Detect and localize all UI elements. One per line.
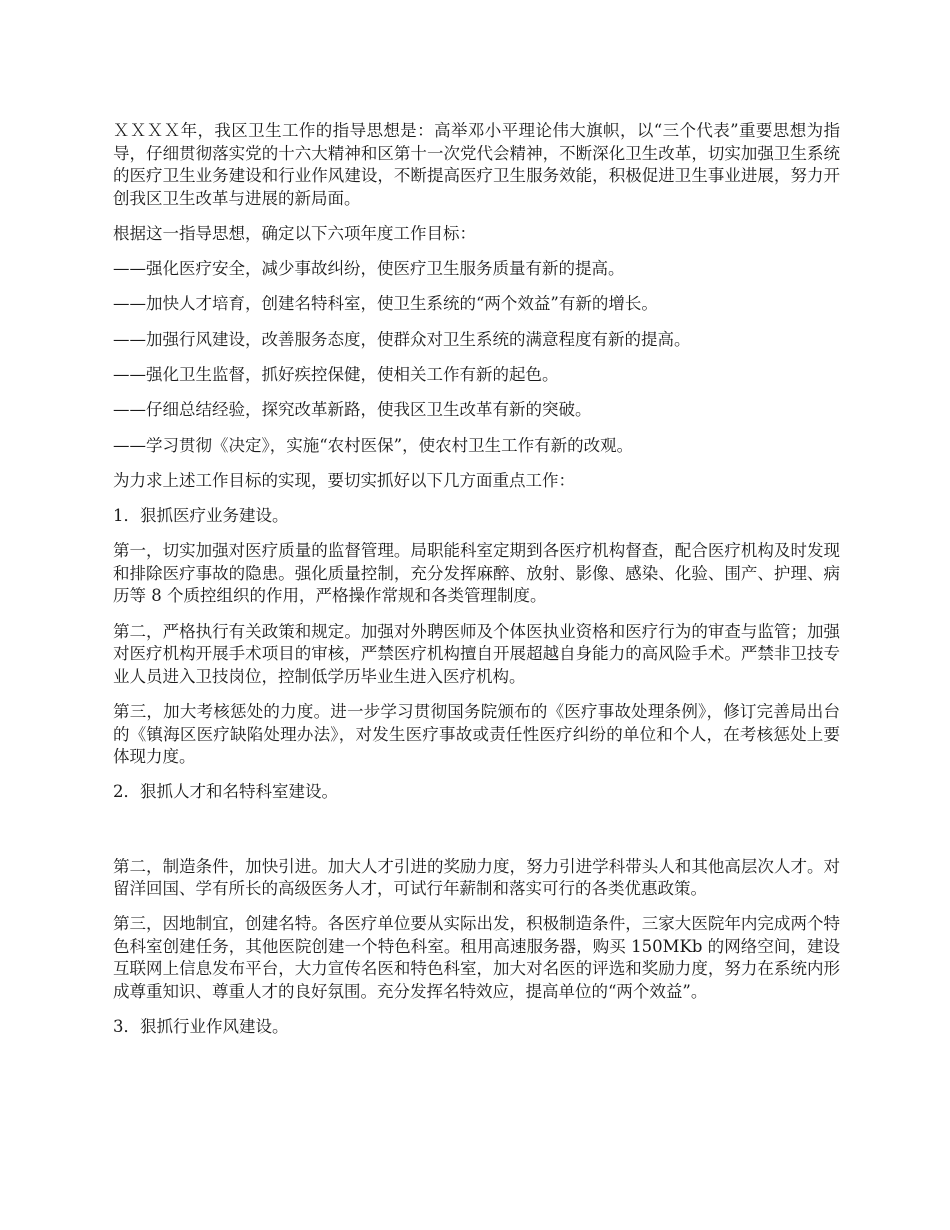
key-work-intro-paragraph: 为力求上述工作目标的实现，要切实抓好以下几方面重点工作： <box>113 470 575 490</box>
goals-intro-paragraph: 根据这一指导思想，确定以下六项年度工作目标： <box>113 223 476 243</box>
goal-item: ——加强行风建设，改善服务态度，使群众对卫生系统的满意程度有新的提高。 <box>113 329 691 349</box>
body-paragraph: 第二，制造条件，加快引进。加大人才引进的奖励力度，努力引进学科带头人和其他高层次人才。对留洋回国、学有所长的高级医务人才，可试行年薪制和落实可行的各类优惠政策。 <box>113 856 840 899</box>
blank-space <box>113 817 840 856</box>
body-paragraph: 第二，严格执行有关政策和规定。加强对外聘医师及个体医执业资格和医疗行为的审查与监管；加强对医疗机构开展手术项目的审核，严禁医疗机构擅自开展超越自身能力的高风险手术。严禁非卫技专业人员进入卫技岗位，控制低学历毕业生进入医疗机构。 <box>113 621 840 686</box>
body-paragraph: 第一，切实加强对医疗质量的监督管理。局职能科室定期到各医疗机构督查，配合医疗机构及时发现和排除医疗事故的隐患。强化质量控制，充分发挥麻醉、放射、影像、感染、化验、围产、护理、病历等 8 个质控组织的作用，严格操作常规和各类管理制度。 <box>113 541 840 606</box>
goal-item: ——加快人才培育，创建名特科室，使卫生系统的“两个效益”有新的增长。 <box>113 294 658 314</box>
goal-item: ——学习贯彻《决定》，实施“农村医保”，使农村卫生工作有新的改观。 <box>113 435 634 455</box>
body-paragraph: 第三，因地制宜，创建名特。各医疗单位要从实际出发，积极制造条件，三家大医院年内完成两个特色科室创建任务，其他医院创建一个特色科室。租用高速服务器，购买 150MKb 的网络空间，建设互联网上信息发布平台，大力宣传名医和特色科室，加大对名医的评选和奖励力度，努力在系统内形成尊重知识、尊重人才的良好氛围。充分发挥名特效应，提高单位的“两个效益”。 <box>113 914 840 1001</box>
section-heading: 1．狠抓医疗业务建设。 <box>113 506 289 526</box>
body-paragraph: 第三，加大考核惩处的力度。进一步学习贯彻国务院颁布的《医疗事故处理条例》，修订完善局出台的《镇海区医疗缺陷处理办法》，对发生医疗事故或责任性医疗纠纷的单位和个人，在考核惩处上要体现力度。 <box>113 702 840 767</box>
document-body <box>113 120 840 1052</box>
goal-item: ——强化卫生监督，抓好疾控保健，使相关工作有新的起色。 <box>113 364 559 384</box>
guiding-ideology-paragraph: ＸＸＸＸ年，我区卫生工作的指导思想是：高举邓小平理论伟大旗帜，以“三个代表”重要思想为指导，仔细贯彻落实党的十六大精神和区第十一次党代会精神，不断深化卫生改革，切实加强卫生系统的医疗卫生业务建设和行业作风建设，不断提高医疗卫生服务效能，积极促进卫生事业进展，努力开创我区卫生改革与进展的新局面。 <box>113 121 840 208</box>
goal-item: ——强化医疗安全，减少事故纠纷，使医疗卫生服务质量有新的提高。 <box>113 259 625 279</box>
goal-item: ——仔细总结经验，探究改革新路，使我区卫生改革有新的突破。 <box>113 400 592 420</box>
section-heading: 3．狠抓行业作风建设。 <box>113 1017 289 1037</box>
section-heading: 2．狠抓人才和名特科室建设。 <box>113 782 338 802</box>
